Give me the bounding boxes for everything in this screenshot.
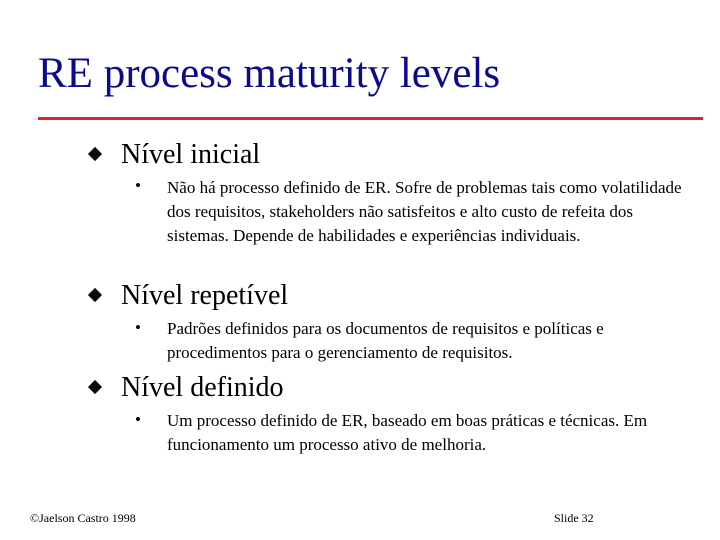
level-description-repetivel: Padrões definidos para os documentos de requisitos e políticas e procedimentos para o gerenciamento de requisitos.	[167, 319, 604, 362]
level-heading-definido: Nível definido	[121, 372, 284, 403]
level-heading-inicial: Nível inicial	[121, 139, 261, 170]
sub-bullet-icon: •	[135, 318, 141, 337]
level-description-definido: Um processo definido de ER, baseado em boas práticas e técnicas. Em funcionamento um processo ativo de melhoria.	[167, 411, 648, 454]
slide-title: RE process maturity levels	[38, 50, 501, 97]
diamond-bullet-icon	[88, 288, 102, 302]
title-divider	[38, 117, 703, 120]
sub-bullet-icon: •	[135, 176, 141, 195]
level-description-inicial: Não há processo definido de ER. Sofre de problemas tais como volatilidade dos requisitos, stakeholders não satisfeitos e alto custo de refeita dos sistemas. Depende de habilidades e experiências individuais.	[167, 178, 682, 245]
slide-number: Slide 32	[554, 511, 594, 525]
sub-bullet-icon: •	[135, 410, 141, 429]
level-heading-repetivel: Nível repetível	[121, 280, 289, 311]
diamond-bullet-icon	[88, 380, 102, 394]
diamond-bullet-icon	[88, 147, 102, 161]
footer-author: ©Jaelson Castro 1998	[30, 511, 136, 525]
